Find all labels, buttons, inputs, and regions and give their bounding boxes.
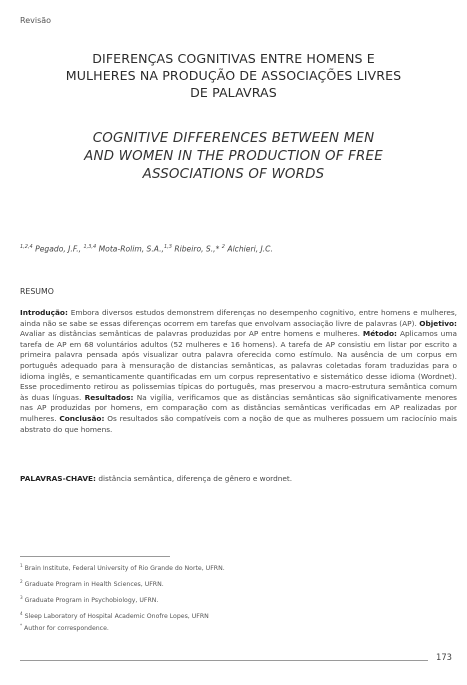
abstract-body [20,308,457,435]
title-en-line: AND WOMEN IN THE PRODUCTION OF FREE [84,149,383,164]
keywords-text: distância semântica, diferença de gênero e wordnet. [95,474,293,483]
author-affiliation-sup: 2 [221,244,225,250]
author-name: Pegado, J.F., [35,244,84,254]
footnote [20,592,225,608]
footnote-text: Brain Institute, Federal University of Rio Grande do Norte, UFRN. [22,565,225,573]
footnote-text: Sleep Laboratory of Hospital Academic Onofre Lopes, UFRN [22,612,209,620]
section-label: Revisão [20,16,52,25]
title-en-line: COGNITIVE DIFFERENCES BETWEEN MEN [92,131,375,146]
method-label: Método: [362,329,397,339]
objective-text: Avaliar as distâncias semânticas de palavras produzidas por AP entre homens e mulheres. [20,329,363,339]
conclusion-text: Os resultados são compatíveis com a noção de que as mulheres possuem um raciocínio mais abstrato do que homens. [20,413,457,434]
footnote [20,608,225,624]
author-list [20,244,273,254]
author-name: Mota-Rolim, S.A., [98,244,164,254]
author-affiliation-sup: 1,3 [163,244,172,250]
keywords-label: PALAVRAS-CHAVE: [20,474,96,483]
abstract-heading: RESUMO [20,287,54,296]
results-label: Resultados: [84,392,134,402]
title-english [40,130,427,184]
intro-label: Introdução: [20,308,68,317]
page-number: 173 [436,652,452,662]
correspondence-marker: * [20,623,23,628]
title-en-line: ASSOCIATIONS OF WORDS [142,167,325,182]
keywords [20,474,457,485]
abstract-paragraph [20,308,457,435]
correspondence-text: Author for correspondence. [22,625,109,633]
title-pt-line: DE PALAVRAS [190,85,277,100]
author-name: Alchieri, J.C. [224,244,273,254]
title-pt-line: DIFERENÇAS COGNITIVAS ENTRE HOMENS E [92,51,375,66]
footnote-marker: 4 [20,610,23,616]
title-portuguese [40,50,427,101]
footnote-marker: 3 [20,594,23,600]
title-pt-line: MULHERES NA PRODUÇÃO DE ASSOCIAÇÕES LIVRES [65,68,402,83]
author-affiliation-sup: 1,2,4 [20,244,33,250]
footnote [20,576,225,592]
intro-text: Embora diversos estudos demonstrem diferenças no desempenho cognitivo, entre homens e mulheres, ainda não se sabe se essas diferenças ocorrem em tarefas que envolvam associação livre de palavras (AP). [20,308,457,328]
footnotes [20,560,225,623]
footnote-divider [20,556,170,557]
footnote-marker: 2 [20,578,23,584]
method-text: Aplicamos uma tarefa de AP em 68 voluntários adultos (52 mulheres e 16 homens). A tarefa de AP consistiu em listar por escrito a primeira palavra pensada após visualizar outra palavra oferecida como estímulo. Na ausência de um corpus em português adequado para à mensuração de distancias semânticas, as palavras coletadas foram traduzidas para o idioma inglês, e semanticamente quantificadas em um corpus representativo e sistemático desse idioma (Wordnet). Esse procedimento retirou as polissemias típicas do português, mas preservou a macro-estrutura semântica comum às duas línguas. [20,329,457,402]
objective-label: Objetivo: [419,318,457,328]
conclusion-label: Conclusão: [59,413,105,423]
footnote-text: Graduate Program in Health Sciences, UFRN. [22,580,164,588]
footer-rule [20,660,428,661]
results-text: Na vigília, verificamos que as distâncias semânticas são significativamente menores nas AP produzidas por homens, em comparação com as distâncias semânticas verificadas em AP realizadas por mulheres. [20,392,457,423]
footnote-text: Graduate Program in Psychobiology, UFRN. [22,596,159,604]
correspondence-note [20,623,109,632]
author-affiliation-sup: 1,3,4 [83,244,97,250]
author-name: Ribeiro, S.,* [171,244,222,254]
footnote-marker: 1 [20,563,23,568]
footnote [20,560,225,576]
